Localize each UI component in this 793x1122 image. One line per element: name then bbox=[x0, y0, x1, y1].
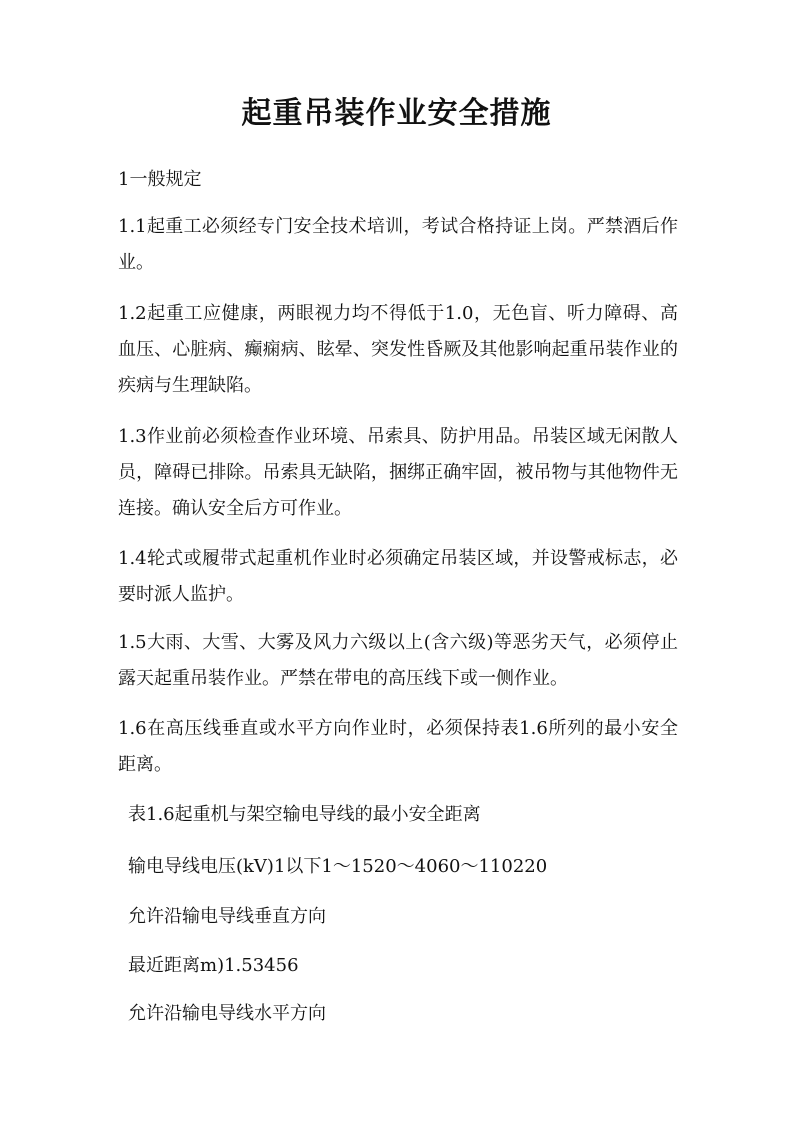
paragraph-1-4: 1.4轮式或履带式起重机作业时必须确定吊装区域，并设警戒标志，必要时派人监护。 bbox=[118, 548, 678, 605]
table-row-distance: 最近距离m)1.53456 bbox=[128, 955, 299, 976]
paragraph-1-6: 1.6在高压线垂直或水平方向作业时，必须保持表1.6所列的最小安全距离。 bbox=[118, 718, 678, 775]
paragraph-1-2: 1.2起重工应健康，两眼视力均不得低于1.0，无色盲、听力障碍、高血压、心脏病、癫痫病、眩晕、突发性昏厥及其他影响起重吊装作业的疾病与生理缺陷。 bbox=[118, 303, 678, 396]
table-row-horizontal: 允许沿输电导线水平方向 bbox=[128, 1003, 326, 1024]
section-heading: 1一般规定 bbox=[118, 169, 202, 190]
document-title: 起重吊装作业安全措施 bbox=[241, 96, 552, 131]
table-caption: 表1.6起重机与架空输电导线的最小安全距离 bbox=[128, 804, 481, 825]
paragraph-1-1: 1.1起重工必须经专门安全技术培训，考试合格持证上岗。严禁酒后作业。 bbox=[118, 216, 678, 273]
paragraph-1-3: 1.3作业前必须检查作业环境、吊索具、防护用品。吊装区域无闲散人员，障碍已排除。吊索具无缺陷，捆绑正确牢固，被吊物与其他物件无连接。确认安全后方可作业。 bbox=[118, 426, 678, 519]
table-row-vertical: 允许沿输电导线垂直方向 bbox=[128, 906, 326, 927]
table-row-voltage: 输电导线电压(kV)1以下1～1520～4060～110220 bbox=[128, 856, 548, 877]
paragraph-1-5: 1.5大雨、大雪、大雾及风力六级以上(含六级)等恶劣天气，必须停止露天起重吊装作业。严禁在带电的高压线下或一侧作业。 bbox=[118, 632, 678, 689]
